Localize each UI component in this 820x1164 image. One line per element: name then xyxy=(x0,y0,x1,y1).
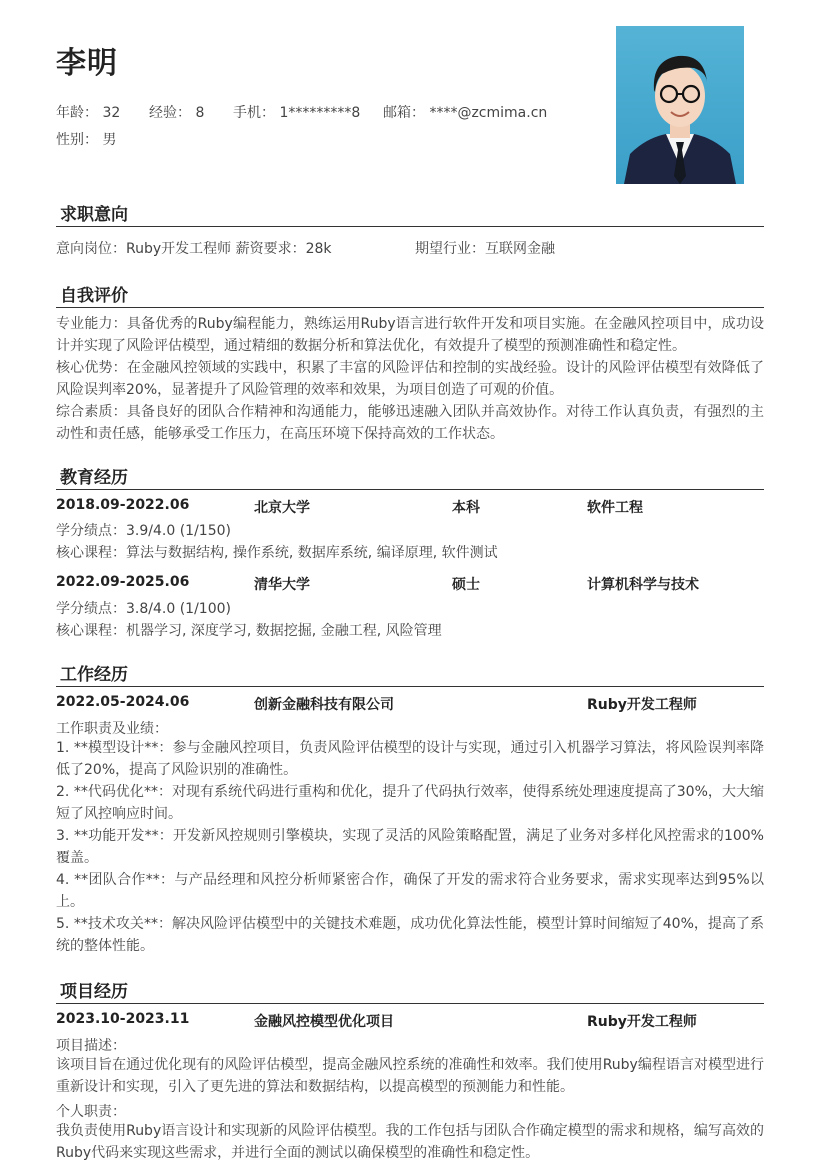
work-subtitle: 工作职责及业绩： xyxy=(56,721,168,737)
profile-photo xyxy=(616,26,744,184)
avatar-illustration xyxy=(616,26,744,184)
edu-gpa: 学分绩点：3.8/4.0 (1/100) xyxy=(56,601,231,617)
work-item: 2. **代码优化**：对现有系统代码进行重构和优化，提升了代码执行效率，使得系统处理速度提高了30%，大大缩短了风控响应时间。 xyxy=(56,784,764,822)
intent-industry: 期望行业：互联网金融 xyxy=(415,241,555,257)
email-field: 邮箱： ****@zcmima.cn xyxy=(383,105,548,121)
age-field: 年龄： 32 xyxy=(56,105,121,121)
edu-period: 2018.09-2022.06 xyxy=(56,497,190,513)
project-period: 2023.10-2023.11 xyxy=(56,1011,190,1027)
basic-info-row xyxy=(56,102,547,122)
candidate-name: 李明 xyxy=(56,46,118,81)
project-duty: 我负责使用Ruby语言设计和实现新的风险评估模型。我的工作包括与团队合作确定模型的需求和规格，编写高效的Ruby代码来实现这些需求，并进行全面的测试以确保模型的准确性和稳定性。 xyxy=(56,1123,764,1161)
intent-position-salary: 意向岗位：Ruby开发工程师 薪资要求：28k xyxy=(56,241,332,257)
project-duty-label: 个人职责： xyxy=(56,1104,126,1120)
section-divider xyxy=(56,489,764,490)
self-eval-paragraph: 核心优势：在金融风控领域的实践中，积累了丰富的风险评估和控制的实战经验。设计的风险评估模型有效降低了风险误判率20%，显著提升了风险管理的效率和效果，为项目创造了可观的价值。 xyxy=(56,360,764,398)
work-period: 2022.05-2024.06 xyxy=(56,694,190,710)
project-role: Ruby开发工程师 xyxy=(587,1014,697,1030)
project-desc: 该项目旨在通过优化现有的风险评估模型，提高金融风控系统的准确性和效率。我们使用Ruby编程语言对模型进行重新设计和实现，引入了更先进的算法和数据结构，以提高模型的预测能力和性能。 xyxy=(56,1057,764,1095)
experience-field: 经验： 8 xyxy=(149,105,205,121)
work-item: 3. **功能开发**：开发新风控规则引擎模块，实现了灵活的风险策略配置，满足了业务对多样化风控需求的100%覆盖。 xyxy=(56,828,764,866)
edu-period: 2022.09-2025.06 xyxy=(56,574,190,590)
edu-gpa: 学分绩点：3.9/4.0 (1/150) xyxy=(56,523,231,539)
section-divider xyxy=(56,307,764,308)
section-title-project: 项目经历 xyxy=(60,982,128,1002)
edu-degree: 硕士 xyxy=(452,577,480,593)
project-name: 金融风控模型优化项目 xyxy=(254,1014,394,1030)
gender-field: 性别： 男 xyxy=(56,132,117,148)
section-divider xyxy=(56,226,764,227)
work-company: 创新金融科技有限公司 xyxy=(254,697,394,713)
edu-major: 软件工程 xyxy=(587,500,643,516)
work-item: 4. **团队合作**：与产品经理和风控分析师紧密合作，确保了开发的需求符合业务要求，需求实现率达到95%以上。 xyxy=(56,872,764,910)
edu-school: 北京大学 xyxy=(254,500,310,516)
edu-degree: 本科 xyxy=(452,500,480,516)
edu-major: 计算机科学与技术 xyxy=(587,577,699,593)
phone-field: 手机： 1*********8 xyxy=(233,105,361,121)
section-divider xyxy=(56,1003,764,1004)
section-title-work: 工作经历 xyxy=(60,665,128,685)
work-item: 5. **技术攻关**：解决风险评估模型中的关键技术难题，成功优化算法性能，模型计算时间缩短了40%，提高了系统的整体性能。 xyxy=(56,916,764,954)
self-eval-paragraph: 综合素质：具备良好的团队合作精神和沟通能力，能够迅速融入团队并高效协作。对待工作认真负责，有强烈的主动性和责任感，能够承受工作压力，在高压环境下保持高效的工作状态。 xyxy=(56,404,764,442)
work-item: 1. **模型设计**：参与金融风控项目，负责风险评估模型的设计与实现，通过引入机器学习算法，将风险误判率降低了20%，提高了风险识别的准确性。 xyxy=(56,740,764,778)
section-title-education: 教育经历 xyxy=(60,468,128,488)
edu-courses: 核心课程：机器学习, 深度学习, 数据挖掘, 金融工程, 风险管理 xyxy=(56,623,442,639)
self-eval-paragraph: 专业能力：具备优秀的Ruby编程能力，熟练运用Ruby语言进行软件开发和项目实施。在金融风控项目中，成功设计并实现了风险评估模型，通过精细的数据分析和算法优化，有效提升了模型的预测准确性和稳定性。 xyxy=(56,316,764,354)
section-divider xyxy=(56,686,764,687)
edu-courses: 核心课程：算法与数据结构, 操作系统, 数据库系统, 编译原理, 软件测试 xyxy=(56,545,498,561)
section-title-self-eval: 自我评价 xyxy=(60,286,128,306)
project-desc-label: 项目描述： xyxy=(56,1038,126,1054)
section-title-intent: 求职意向 xyxy=(60,205,128,225)
edu-school: 清华大学 xyxy=(254,577,310,593)
work-role: Ruby开发工程师 xyxy=(587,697,697,713)
